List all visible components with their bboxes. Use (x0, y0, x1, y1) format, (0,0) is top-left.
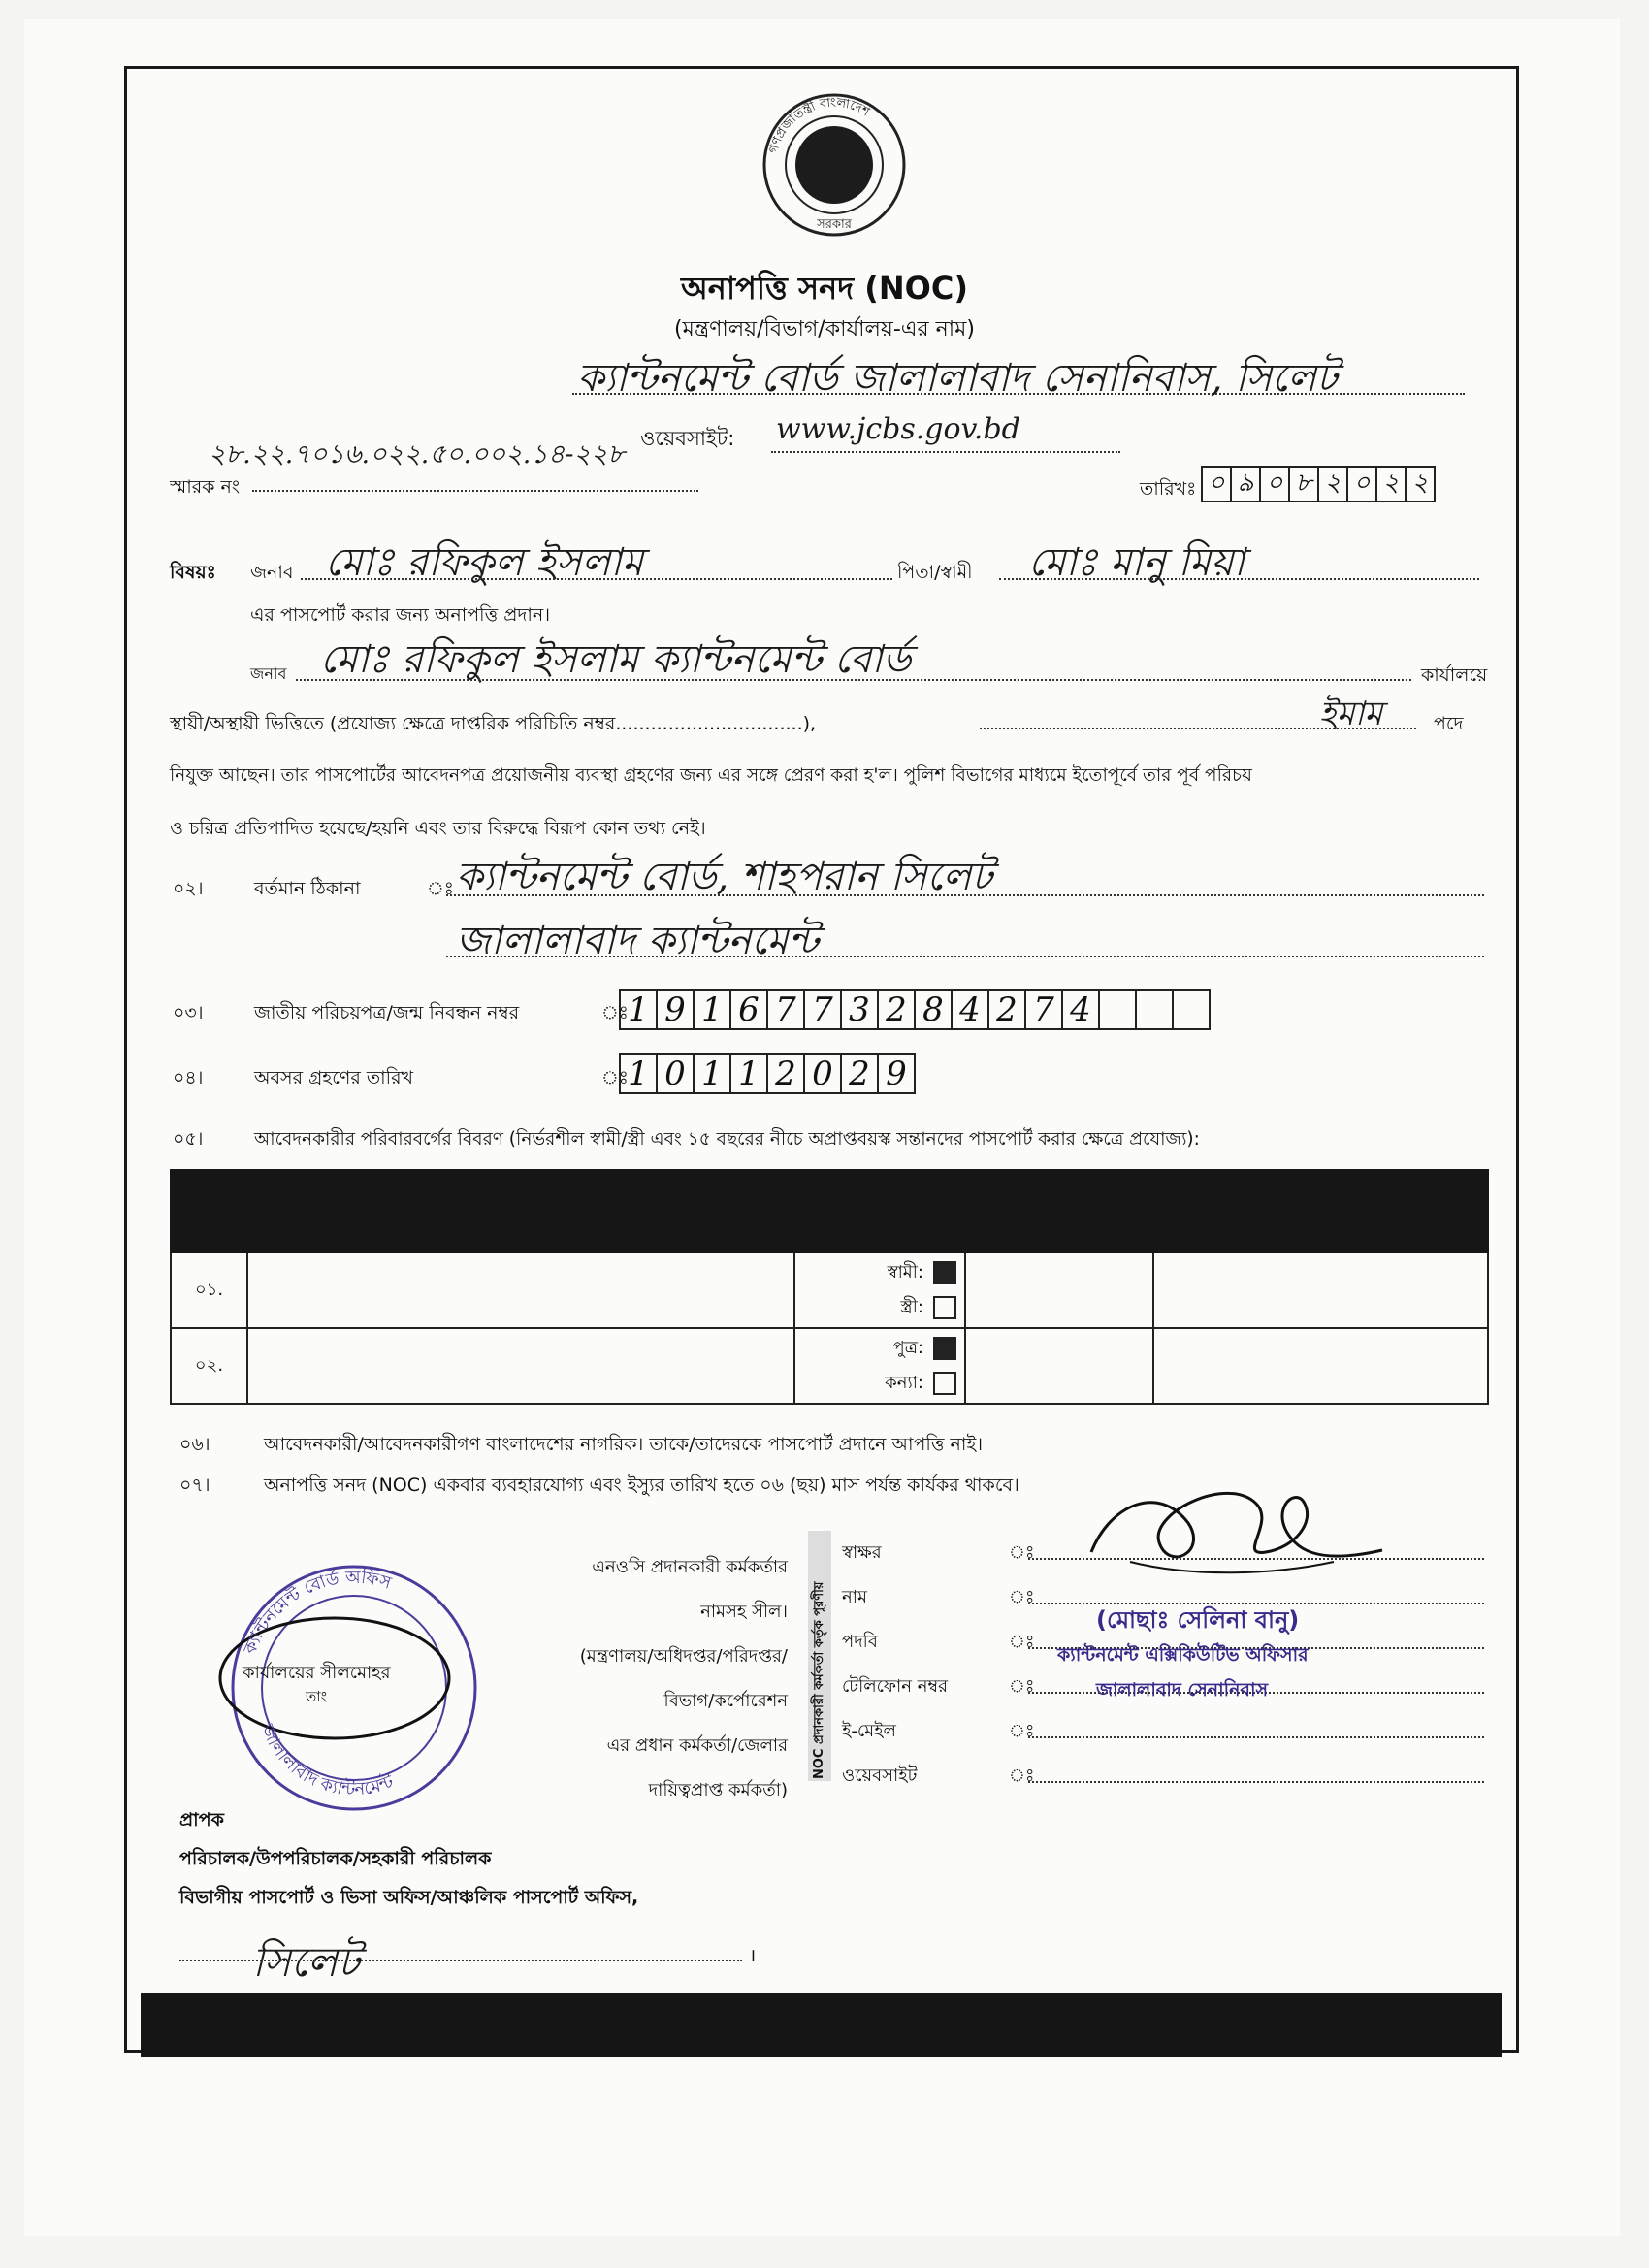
date-digit-1: ৯ (1230, 466, 1261, 502)
item-05-label: আবেদনকারীর পরিবারবর্গের বিবরণ (নির্ভরশীল স্বামী/স্ত্রী এবং ১৫ বছরের নীচে অপ্রাপ্তবয়স্ক সন্তানদের পাসপোর্ট করার ক্ষেত্রে প্রযোজ্য): (254, 1129, 1200, 1150)
nid-digit-9: 4 (951, 989, 989, 1030)
row-number: ০১. (171, 1252, 247, 1328)
signatory-name: (মোছাঃ সেলিনা বানু) (1096, 1606, 1300, 1634)
government-emblem-icon (761, 92, 907, 238)
signature-icon (1072, 1465, 1392, 1591)
retire-digit-4: 2 (766, 1053, 805, 1094)
recipient-line-2: বিভাগীয় পাসপোর্ট ও ভিসা অফিস/আঞ্চলিক পাসপোর্ট অফিস, (179, 1887, 639, 1908)
date-label: তারিখঃ (1140, 478, 1197, 500)
item-06-text: আবেদনকারী/আবেদনকারীগণ বাংলাদেশের নাগরিক। তাকে/তাদেরকে পাসপোর্ট প্রদানে আপত্তি নাই। (264, 1434, 984, 1455)
item-03-label: জাতীয় পরিচয়পত্র/জন্ম নিবন্ধন নম্বর (254, 1002, 520, 1023)
mr-label: জনাব (250, 562, 294, 583)
nid-digit-8: 8 (914, 989, 953, 1030)
signatory-field-labels: স্বাক্ষর নাম পদবি টেলিফোন নম্বর ই-মেইল ওয়েবসাইট (842, 1542, 948, 1786)
svg-text:ক্যান্টনমেন্ট বোর্ড অফিস: ক্যান্টনমেন্ট বোর্ড অফিস (240, 1567, 394, 1658)
signatory-left-caption: এনওসি প্রদানকারী কর্মকর্তার নামসহ সীল। (মন্ত্রণালয়/অধিদপ্তর/পরিদপ্তর/ বিভাগ/কর্পোরেশন এর প্রধান কর্মকর্তা/জেলার দায়িত্বপ্রাপ্ত কর্মকর্তা) (579, 1557, 788, 1800)
item-04-number: ০৪। (173, 1067, 204, 1088)
retire-digit-6: 2 (840, 1053, 879, 1094)
office-name: ক্যান্টনমেন্ট বোর্ড জালালাবাদ সেনানিবাস, সিলেট (577, 356, 1338, 401)
nid-digit-5: 7 (803, 989, 842, 1030)
body-line-1: নিযুক্ত আছেন। তার পাসপোর্টের আবেদনপত্র প্রয়োজনীয় ব্যবস্থা গ্রহণের জন্য এর সঙ্গে প্রেরণ করা হ'ল। পুলিশ বিভাগের মাধ্যমে ইতোপূর্বে তার পূর্ব পরিচয় (170, 765, 1252, 786)
item-03-number: ০৩। (173, 1002, 204, 1023)
checkbox-wife[interactable] (933, 1296, 956, 1319)
retire-digit-3: 1 (729, 1053, 768, 1094)
nid-digit-4: 7 (766, 989, 805, 1030)
retire-digit-0: 1 (619, 1053, 658, 1094)
retire-digit-5: 0 (803, 1053, 842, 1094)
mr-label-2: জনাব (250, 664, 287, 683)
post-value: ইমাম (1319, 695, 1383, 733)
memo-number: ২৮.২২.৭০১৬.০২২.৫০.০০২.১৪-২২৮ (209, 439, 626, 470)
family-table (170, 1169, 1489, 1405)
nid-digit-11: 7 (1024, 989, 1063, 1030)
ministry-caption: (মন্ত্রণালয়/বিভাগ/কার্যালয়-এর নাম) (674, 317, 975, 341)
table-row: ০১. স্বামী: স্ত্রী: (171, 1252, 1488, 1328)
item-06-number: ০৬। (179, 1434, 210, 1455)
date-digit-3: ৮ (1288, 466, 1319, 502)
nid-digit-7: 2 (877, 989, 916, 1030)
checkbox-son[interactable] (933, 1337, 956, 1360)
checkbox-husband[interactable] (933, 1261, 956, 1284)
signatory-designation-1: ক্যান্টনমেন্ট এক্সিকিউটিভ অফিসার (1057, 1644, 1309, 1666)
subject-label: বিষয়ঃ (170, 562, 216, 583)
post-suffix: পদে (1434, 713, 1464, 734)
svg-text:জালালাবাদ ক্যান্টনমেন্ট: জালালাবাদ ক্যান্টনমেন্ট (256, 1721, 397, 1800)
svg-text:সরকার: সরকার (817, 217, 852, 232)
nid-digit-10: 2 (987, 989, 1026, 1030)
memo-label: স্মারক নং (170, 476, 241, 498)
date-digit-5: ০ (1346, 466, 1377, 502)
nid-digit-14 (1135, 989, 1174, 1030)
nid-digit-3: 6 (729, 989, 768, 1030)
nid-digit-6: 3 (840, 989, 879, 1030)
document-title: অনাপত্তি সনদ (NOC) (681, 270, 968, 307)
office-suffix: কার্যালয়ে (1421, 664, 1488, 686)
item-05-number: ০৫। (173, 1128, 204, 1150)
recipient-line-1: পরিচালক/উপপরিচালক/সহকারী পরিচালক (179, 1848, 492, 1869)
address-line-2: জালালাবাদ ক্যান্টনমেন্ট (456, 919, 820, 963)
employment-text: স্থায়ী/অস্থায়ী ভিত্তিতে (প্রযোজ্য ক্ষেত্রে দাপ্তরিক পরিচিতি নম্বর................................), (170, 713, 817, 734)
signatory-designation-2: জালালাবাদ সেনানিবাস (1096, 1679, 1269, 1701)
nid-digit-2: 1 (693, 989, 731, 1030)
date-digit-4: ২ (1317, 466, 1348, 502)
seal-caption: কার্যালয়ের সীলমোহর (242, 1663, 391, 1683)
date-digit-6: ২ (1375, 466, 1406, 502)
table-row: ০২. পুত্র: কন্যা: (171, 1328, 1488, 1404)
date-boxes (1203, 466, 1436, 502)
item-04-label: অবসর গ্রহণের তারিখ (254, 1067, 414, 1088)
date-digit-2: ০ (1259, 466, 1290, 502)
svg-text:গণপ্রজাতন্ত্রী বাংলাদেশ: গণপ্রজাতন্ত্রী বাংলাদেশ (766, 95, 872, 155)
recipient-city: সিলেট (252, 1938, 360, 1986)
item-02-number: ০২। (173, 878, 204, 899)
retire-digit-2: 1 (693, 1053, 731, 1094)
seal-date-label: তাং (306, 1688, 328, 1705)
date-digit-0: ০ (1201, 466, 1232, 502)
nid-digit-12: 4 (1061, 989, 1100, 1030)
retire-digit-1: 0 (656, 1053, 695, 1094)
date-digit-7: ২ (1405, 466, 1436, 502)
vertical-caption: NOC প্রদানকারী কর্মকর্তা কর্তৃক পূরণীয় (808, 1531, 831, 1781)
nid-digit-15 (1172, 989, 1211, 1030)
item-07-text: অনাপত্তি সনদ (NOC) একবার ব্যবহারযোগ্য এবং ইস্যুর তারিখ হতে ০৬ (ছয়) মাস পর্যন্ত কার্যকর থাকবে। (264, 1474, 1019, 1496)
website-value: www.jcbs.gov.bd (776, 412, 1020, 446)
recipient-label: প্রাপক (179, 1809, 224, 1831)
website-label: ওয়েবসাইট: (640, 427, 735, 450)
office-stamp-icon (209, 1552, 485, 1829)
nid-digit-1: 9 (656, 989, 695, 1030)
retire-digit-7: 9 (877, 1053, 916, 1094)
applicant-name: মোঃ রফিকুল ইসলাম (325, 540, 644, 585)
item-07-number: ০৭। (179, 1474, 210, 1496)
family-table-header (171, 1170, 1488, 1252)
nid-digit-0: 1 (619, 989, 658, 1030)
father-name: মোঃ মানু মিয়া (1028, 540, 1245, 585)
subject-line2: এর পাসপোর্ট করার জন্য অনাপত্তি প্রদান। (250, 604, 551, 626)
body-line-2: ও চরিত্র প্রতিপাদিত হয়েছে/হয়নি এবং তার বিরুদ্ধে বিরূপ কোন তথ্য নেই। (170, 818, 706, 839)
address-line-1: ক্যান্টনমেন্ট বোর্ড, শাহপরান সিলেট (456, 855, 993, 899)
row-number: ০২. (171, 1328, 247, 1404)
item-02-label: বর্তমান ঠিকানা (254, 878, 361, 899)
bottom-bar (141, 1993, 1502, 2057)
nid-boxes (621, 989, 1211, 1030)
applicant-office: মোঃ রফিকুল ইসলাম ক্যান্টনমেন্ট বোর্ড (320, 637, 912, 682)
retirement-date-boxes (621, 1053, 916, 1094)
nid-digit-13 (1098, 989, 1137, 1030)
checkbox-daughter[interactable] (933, 1372, 956, 1395)
father-label: পিতা/স্বামী (897, 562, 973, 583)
